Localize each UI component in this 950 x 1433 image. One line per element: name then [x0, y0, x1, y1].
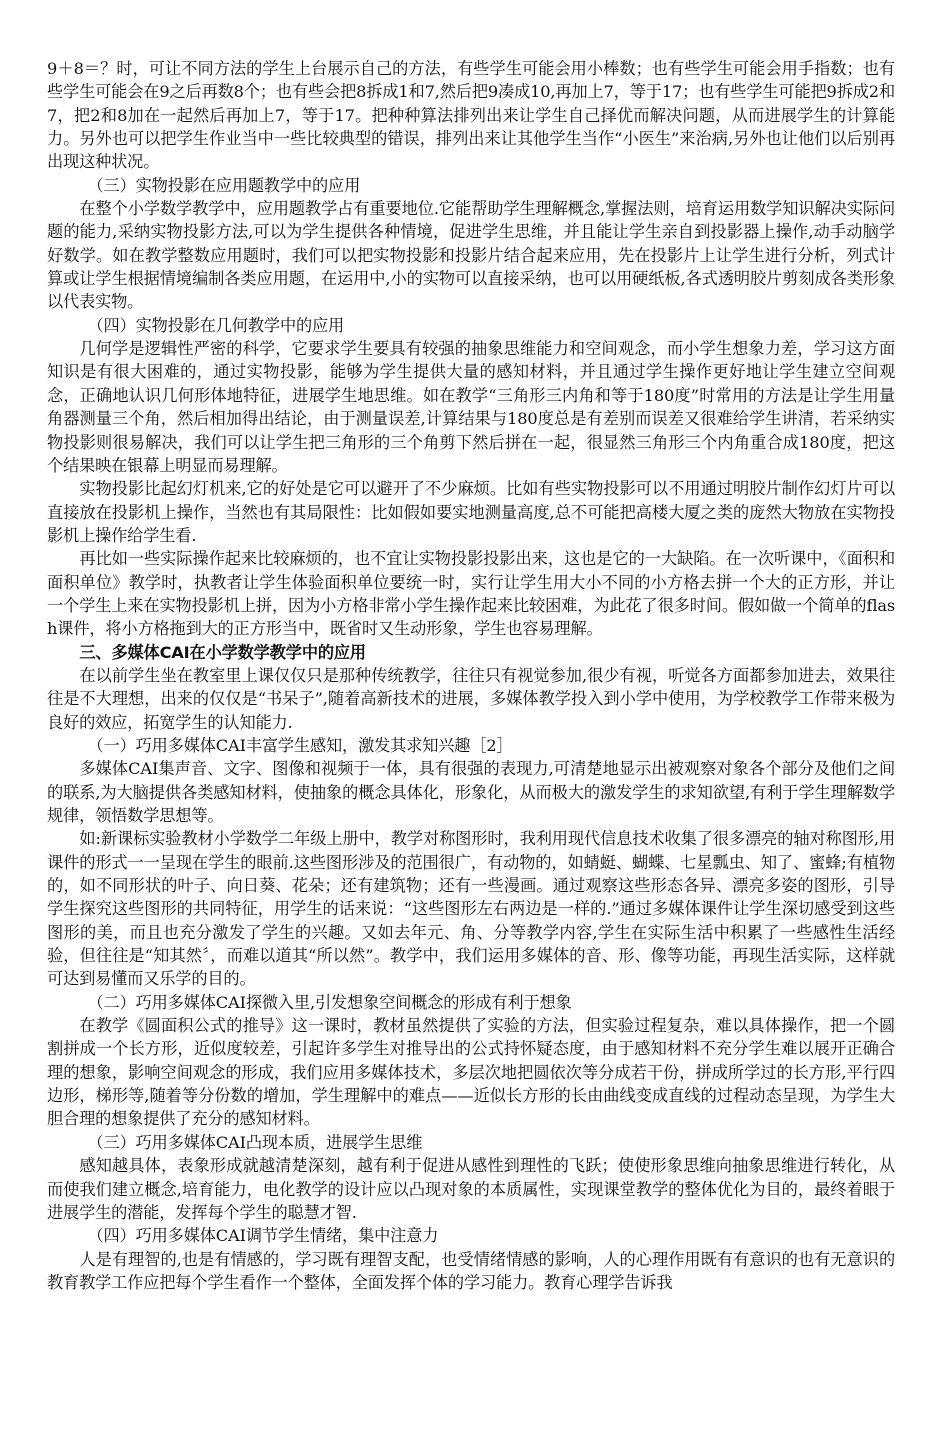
paragraph: 感知越具体，表象形成就越清楚深刻，越有利于促进从感性到理性的飞跃；使使形象思维向抽象思维进行转化，从而使我们建立概念,培育能力，电化教学的设计应以凸现对象的本质属性，实现课堂教学的整体优化为目的，最终着眼于进展学生的潜能，发挥每个学生的聪慧才智.: [47, 1156, 895, 1222]
subsection-heading: （一）巧用多媒体CAI丰富学生感知，激发其求知兴趣［2］: [87, 735, 513, 755]
paragraph: 再比如一些实际操作起来比较麻烦的，也不宜让实物投影投影出来，这也是它的一大缺陷。在一次听课中，《面积和面积单位》教学时，执教者让学生体验面积单位要统一时，实行让学生用大小不同的小方格去拼一个大的正方形，并让一个学生上来在实物投影机上拼，因为小方格非常小学生操作起来比较困难，为此花了很多时间。假如做一个简单的flash课件，将小方格拖到大的正方形当中，既省时又生动形象，学生也容易理解。: [47, 549, 895, 639]
paragraph: 人是有理智的,也是有情感的，学习既有理智支配，也受情绪情感的影响，人的心理作用既有有意识的也有无意识的教育教学工作应把每个学生看作一个整体，全面发挥个体的学习能力。教育心理学告诉我: [47, 1249, 895, 1292]
paragraph: 如:新课标实验教材小学数学二年级上册中，教学对称图形时，我利用现代信息技术收集了很多漂亮的轴对称图形,用课件的形式一一呈现在学生的眼前.这些图形涉及的范围很广，有动物的，如蜻蜓、蝴蝶、七星瓢虫、知了、蜜蜂;有植物的，如不同形状的叶子、向日葵、花朵；还有建筑物；还有一些漫画。通过观察这些形态各异、漂亮多姿的图形，引导学生探究这些图形的共同特征，用学生的话来说：“这些图形左右两边是一样的.”通过多媒体课件让学生深切感受到这些图形的美，而且也充分激发了学生的兴趣。又如去年元、角、分等教学内容,学生在实际生活中积累了一些感性生活经验，但往往是“知其然〞，而难以道其“所以然”。教学中，我们运用多媒体的音、形、像等功能，再现生活实际，这样就可达到易懂而又乐学的目的。: [47, 829, 895, 989]
paragraph: 9＋8＝？时，可让不同方法的学生上台展示自己的方法，有些学生可能会用小棒数；也有些学生可能会用手指数；也有些学生可能会在9之后再数8个；也有些会把8拆成1和7,然后把9凑成10,再加上7，等于17；也有些学生可能把9拆成2和7，把2和8加在一起然后再加上7，等于17。把种种算法排列出来让学生自己择优而解决问题，从而进展学生的计算能力。另外也可以把学生作业当中一些比较典型的错误，排列出来让其他学生当作“小医生”来治病,另外也让他们以后别再出现这种状况。: [47, 59, 895, 172]
paragraph: 在以前学生坐在教室里上课仅仅只是那种传统教学，往往只有视觉参加,很少有视，听觉各方面都参加进去，效果往往是不大理想，出来的仅仅是“书呆子”,随着高新技术的进展，多媒体教学投入到小学中使用，为学校教学工作带来极为良好的效应，拓宽学生的认知能力.: [47, 665, 895, 732]
subsection-heading: （二）巧用多媒体CAI探微入里,引发想象空间概念的形成有利于想象: [87, 992, 572, 1012]
paragraph: 多媒体CAI集声音、文字、图像和视频于一体，具有很强的表现力,可清楚地显示出被观察对象各个部分及他们之间的联系,为大脑提供各类感知材料，使抽象的概念具体化，形象化，从而极大的激发学生的求知欲望,有利于学生理解数学规律，领悟数学思想等。: [47, 759, 895, 825]
section-heading: 三、多媒体CAI在小学数学教学中的应用: [79, 642, 366, 662]
paragraph: 在教学《圆面积公式的推导》这一课时，教材虽然提供了实验的方法，但实验过程复杂，难以具体操作，把一个圆割拼成一个长方形，近似度较差，引起许多学生对推导出的公式持怀疑态度，由于感知材料不充分学生难以展开正确合理的想象，影响空间观念的形成，我们应用多媒体技术，多层次地把圆依次等分成若干份，拼成所学过的长方形,平行四边形，梯形等,随着等分份数的增加，学生理解中的难点——近似长方形的长由曲线变成直线的过程动态呈现，为学生大胆合理的想象提供了充分的感知材料。: [47, 1016, 895, 1129]
paragraph: 实物投影比起幻灯机来,它的好处是它可以避开了不少麻烦。比如有些实物投影可以不用通过明胶片制作幻灯片可以直接放在投影机上操作，当然也有其局限性：比如假如要实地测量高度,总不可能把高楼大厦之类的庞然大物放在实物投影机上操作给学生看.: [47, 479, 895, 545]
subsection-heading: （四）巧用多媒体CAI调节学生情绪，集中注意力: [87, 1226, 439, 1246]
paragraph: 几何学是逻辑性严密的科学，它要求学生要具有较强的抽象思维能力和空间观念，而小学生想象力差，学习这方面知识是有很大困难的，通过实物投影，能够为学生提供大量的感知材料，并且通过学生操作更好地让学生建立空间观念，正确地认识几何形体地特征，进展学生地思维。如在教学“三角形三内角和等于180度”时常用的方法是让学生用量角器测量三个角，然后相加得出结论，由于测量误差,计算结果与180度总是有差别而误差又很难给学生讲清，若采纳实物投影则很易解决，我们可以让学生把三角形的三个角剪下然后拼在一起，很显然三角形三个内角重合成180度，把这个结果映在银幕上明显而易理解。: [47, 339, 895, 475]
subsection-heading: （三）实物投影在应用题教学中的应用: [87, 175, 361, 195]
subsection-heading: （四）实物投影在几何教学中的应用: [87, 315, 345, 335]
document-page: [47, 57, 895, 1294]
subsection-heading: （三）巧用多媒体CAI凸现本质，进展学生思维: [87, 1132, 423, 1152]
paragraph: 在整个小学数学教学中，应用题教学占有重要地位.它能帮助学生理解概念,掌握法则，培育运用数学知识解决实际问题的能力,采纳实物投影方法,可以为学生提供各种情境，促进学生思维，并且能让学生亲自到投影器上操作,动手动脑学好数学。如在教学整数应用题时，我们可以把实物投影和投影片结合起来应用，先在投影片上让学生进行分析，列式计算或让学生根据情境编制各类应用题，在运用中,小的实物可以直接采纳，也可以用硬纸板,各式透明胶片剪刻成各类形象以代表实物。: [47, 199, 895, 312]
